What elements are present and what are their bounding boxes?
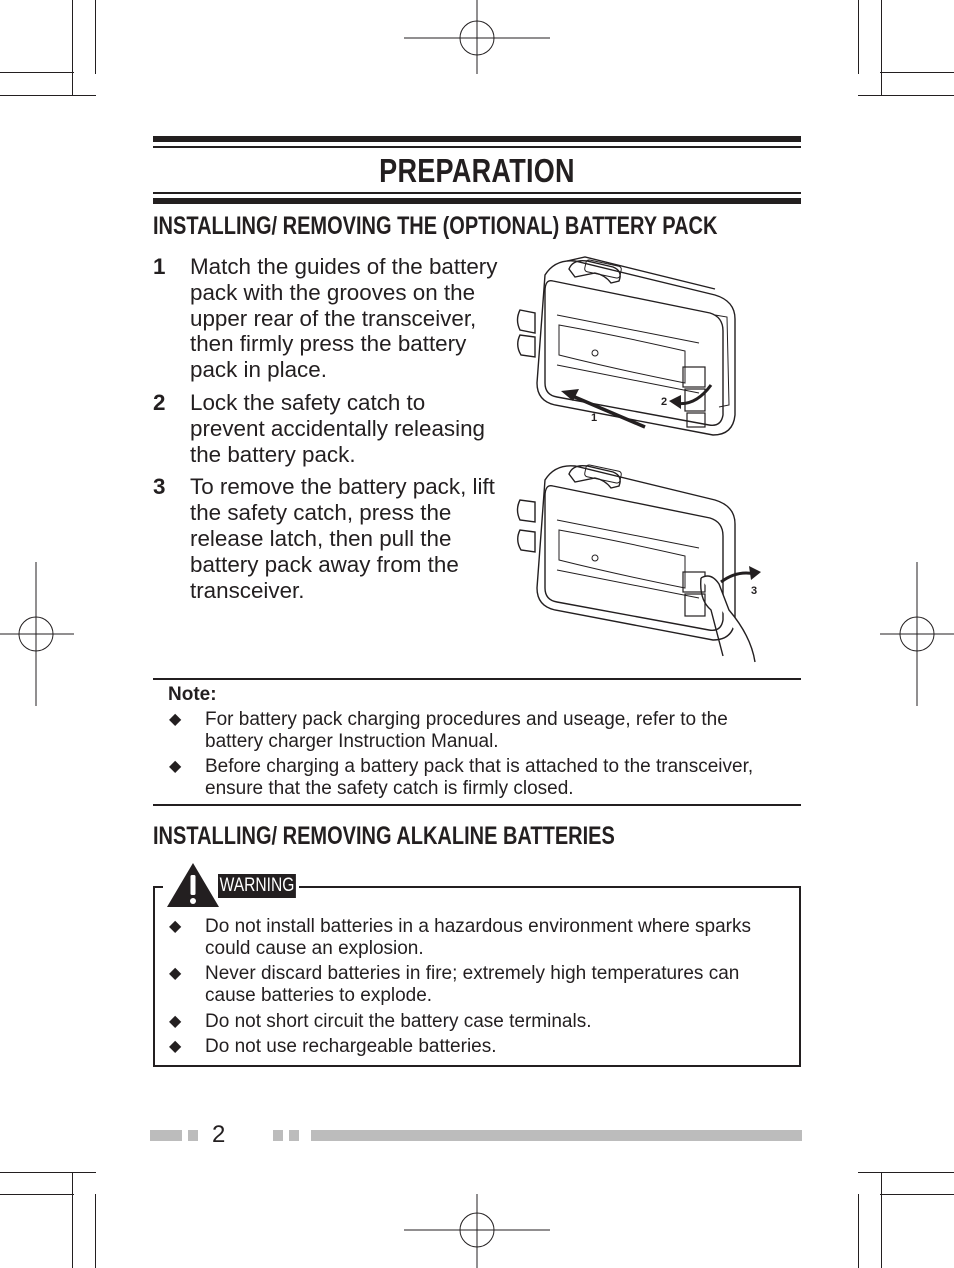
footer-decor-bar bbox=[311, 1130, 802, 1141]
footer-decor-bar bbox=[188, 1130, 198, 1141]
title-rule-bottom-thick bbox=[153, 198, 801, 204]
diamond-bullet-icon: ◆ bbox=[169, 1038, 182, 1055]
footer-decor-bar bbox=[289, 1130, 299, 1141]
warning-triangle-icon bbox=[165, 861, 221, 909]
step-text: Lock the safety catch to prevent accidentally releasing the battery pack. bbox=[190, 389, 485, 467]
page-title: PREPARATION bbox=[379, 152, 575, 189]
step-number: 2 bbox=[153, 389, 166, 415]
note-box: Note: ◆ For battery pack charging procedures and useage, refer to the battery charger Instruction Manual. ◆ Before charging a battery pack that is attached to the transceiver, ensure that the safety catch is firmly closed. bbox=[153, 678, 801, 806]
step-number: 1 bbox=[153, 254, 166, 279]
diamond-bullet-icon: ◆ bbox=[169, 918, 182, 935]
diamond-bullet-icon: ◆ bbox=[169, 758, 182, 775]
diamond-bullet-icon: ◆ bbox=[169, 1013, 182, 1030]
section-heading-alkaline: INSTALLING/ REMOVING ALKALINE BATTERIES bbox=[153, 822, 615, 850]
note-label: Note: bbox=[168, 684, 217, 705]
step-list bbox=[153, 254, 498, 610]
figure-label-2: 2 bbox=[661, 396, 668, 408]
diamond-bullet-icon: ◆ bbox=[169, 711, 182, 728]
step-2 bbox=[153, 390, 498, 467]
footer-decor-bar bbox=[150, 1130, 182, 1141]
title-rule-top-thin bbox=[153, 146, 801, 148]
title-rule-bottom-thin bbox=[153, 192, 801, 194]
step-text: To remove the battery pack, lift the safety catch, press the release latch, then pull the battery pack away from the transceiver. bbox=[190, 474, 495, 603]
diamond-bullet-icon: ◆ bbox=[169, 965, 182, 982]
step-3 bbox=[153, 474, 498, 603]
section-heading-battery-pack: INSTALLING/ REMOVING THE (OPTIONAL) BATTERY PACK bbox=[153, 212, 718, 240]
footer-decor-bar bbox=[273, 1130, 283, 1141]
warning-label: WARNING bbox=[219, 875, 295, 896]
figure-label-3: 3 bbox=[751, 585, 758, 597]
figure-label-1: 1 bbox=[591, 412, 598, 424]
page-number: 2 bbox=[212, 1121, 226, 1148]
warning-box: ◆ Do not install batteries in a hazardous environment where sparks could cause an explosion. ◆ Never discard batteries in fire; extremely high temperatures can cause batteries to explode. ◆ Do not short circuit the battery case terminals. ◆ Do not use rechargeable batteries. bbox=[153, 886, 801, 1067]
title-rule-top-thick bbox=[153, 136, 801, 142]
warning-header bbox=[163, 860, 299, 910]
step-1 bbox=[153, 254, 498, 383]
step-number: 3 bbox=[153, 474, 166, 500]
battery-remove-illustration bbox=[515, 460, 765, 665]
battery-attach-illustration bbox=[515, 255, 745, 445]
step-text: Match the guides of the battery pack with the grooves on the upper rear of the transceiver, then firmly press the battery pack in place. bbox=[190, 254, 498, 383]
